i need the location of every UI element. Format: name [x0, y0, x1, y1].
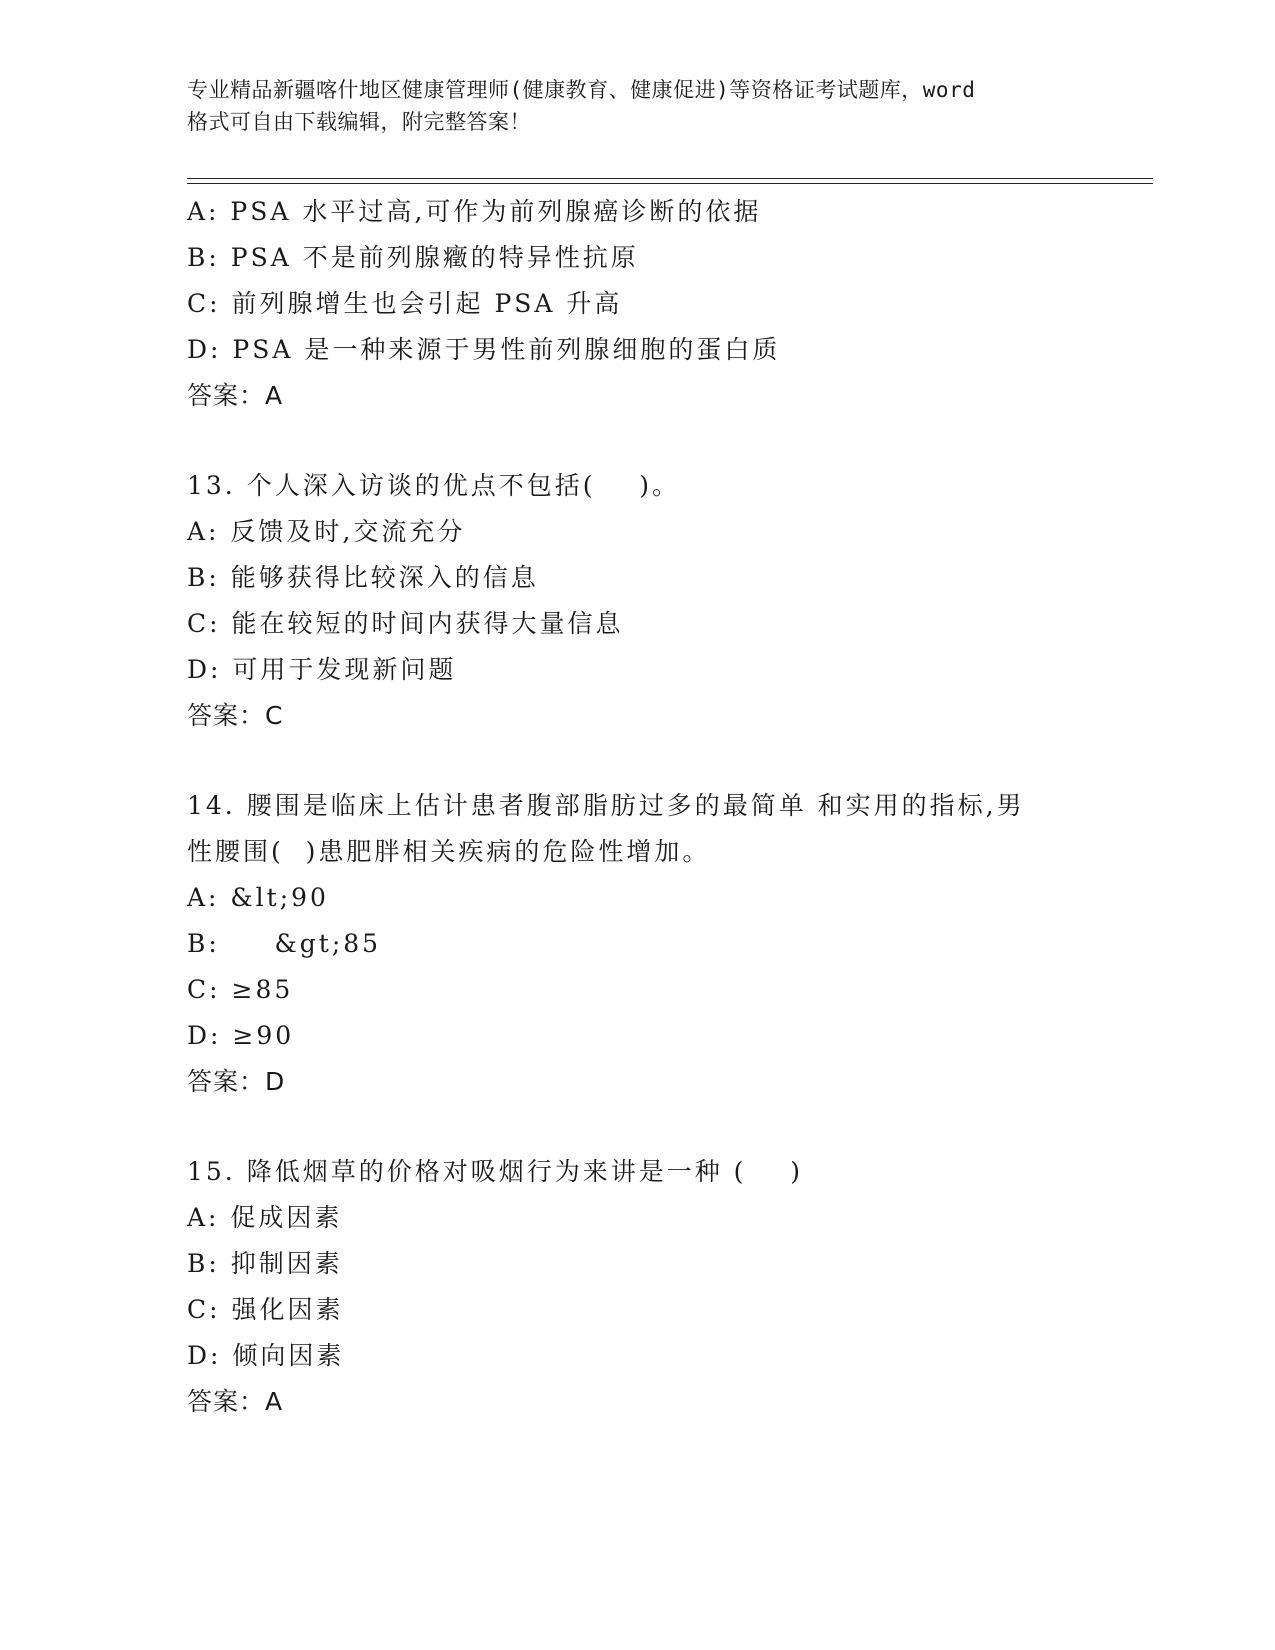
option-a: A: &lt;90	[187, 883, 329, 912]
question-14	[187, 783, 1127, 1105]
option-d: D: ≥90	[187, 1021, 295, 1050]
question-12	[187, 189, 1127, 419]
question-list	[187, 189, 1127, 1425]
option-c: C: 能在较短的时间内获得大量信息	[187, 609, 624, 638]
answer: 答案：C	[187, 701, 284, 730]
option-c: C: ≥85	[187, 975, 294, 1004]
option-c: C: 强化因素	[187, 1295, 344, 1324]
question-stem: 13. 个人深入访谈的优点不包括( )。	[187, 471, 681, 500]
option-b: B: &gt;85	[187, 929, 382, 958]
spacer	[187, 1105, 1127, 1149]
option-a: A: 促成因素	[187, 1203, 343, 1232]
option-a: A: PSA 水平过高,可作为前列腺癌诊断的依据	[187, 197, 762, 226]
spacer	[187, 739, 1127, 783]
option-d: D: PSA 是一种来源于男性前列腺细胞的蛋白质	[187, 335, 781, 364]
option-d: D: 可用于发现新问题	[187, 655, 457, 684]
header-rule-top	[187, 178, 1153, 179]
header-line-2: 格式可自由下载编辑，附完整答案！	[187, 110, 531, 134]
question-15	[187, 1149, 1127, 1425]
option-b: B: 抑制因素	[187, 1249, 343, 1278]
spacer	[187, 419, 1127, 463]
option-c: C: 前列腺增生也会引起 PSA 升高	[187, 289, 623, 318]
question-stem-line-1: 14. 腰围是临床上估计患者腹部脂肪过多的最简单 和实用的指标,男	[187, 791, 1025, 820]
option-a: A: 反馈及时,交流充分	[187, 517, 466, 546]
option-d: D: 倾向因素	[187, 1341, 345, 1370]
question-stem-line-2: 性腰围( )患肥胖相关疾病的危险性增加。	[187, 837, 711, 866]
document-header	[187, 74, 1087, 138]
option-b: B: PSA 不是前列腺癥的特异性抗原	[187, 243, 639, 272]
header-rule-bottom	[187, 183, 1153, 184]
answer: 答案：D	[187, 1067, 286, 1096]
header-line-1: 专业精品新疆喀什地区健康管理师(健康教育、健康促进)等资格证考试题库，word	[187, 78, 976, 102]
answer: 答案：A	[187, 381, 284, 410]
question-stem: 15. 降低烟草的价格对吸烟行为来讲是一种 ( )	[187, 1157, 803, 1186]
question-13	[187, 463, 1127, 739]
option-b: B: 能够获得比较深入的信息	[187, 563, 539, 592]
answer: 答案：A	[187, 1387, 284, 1416]
